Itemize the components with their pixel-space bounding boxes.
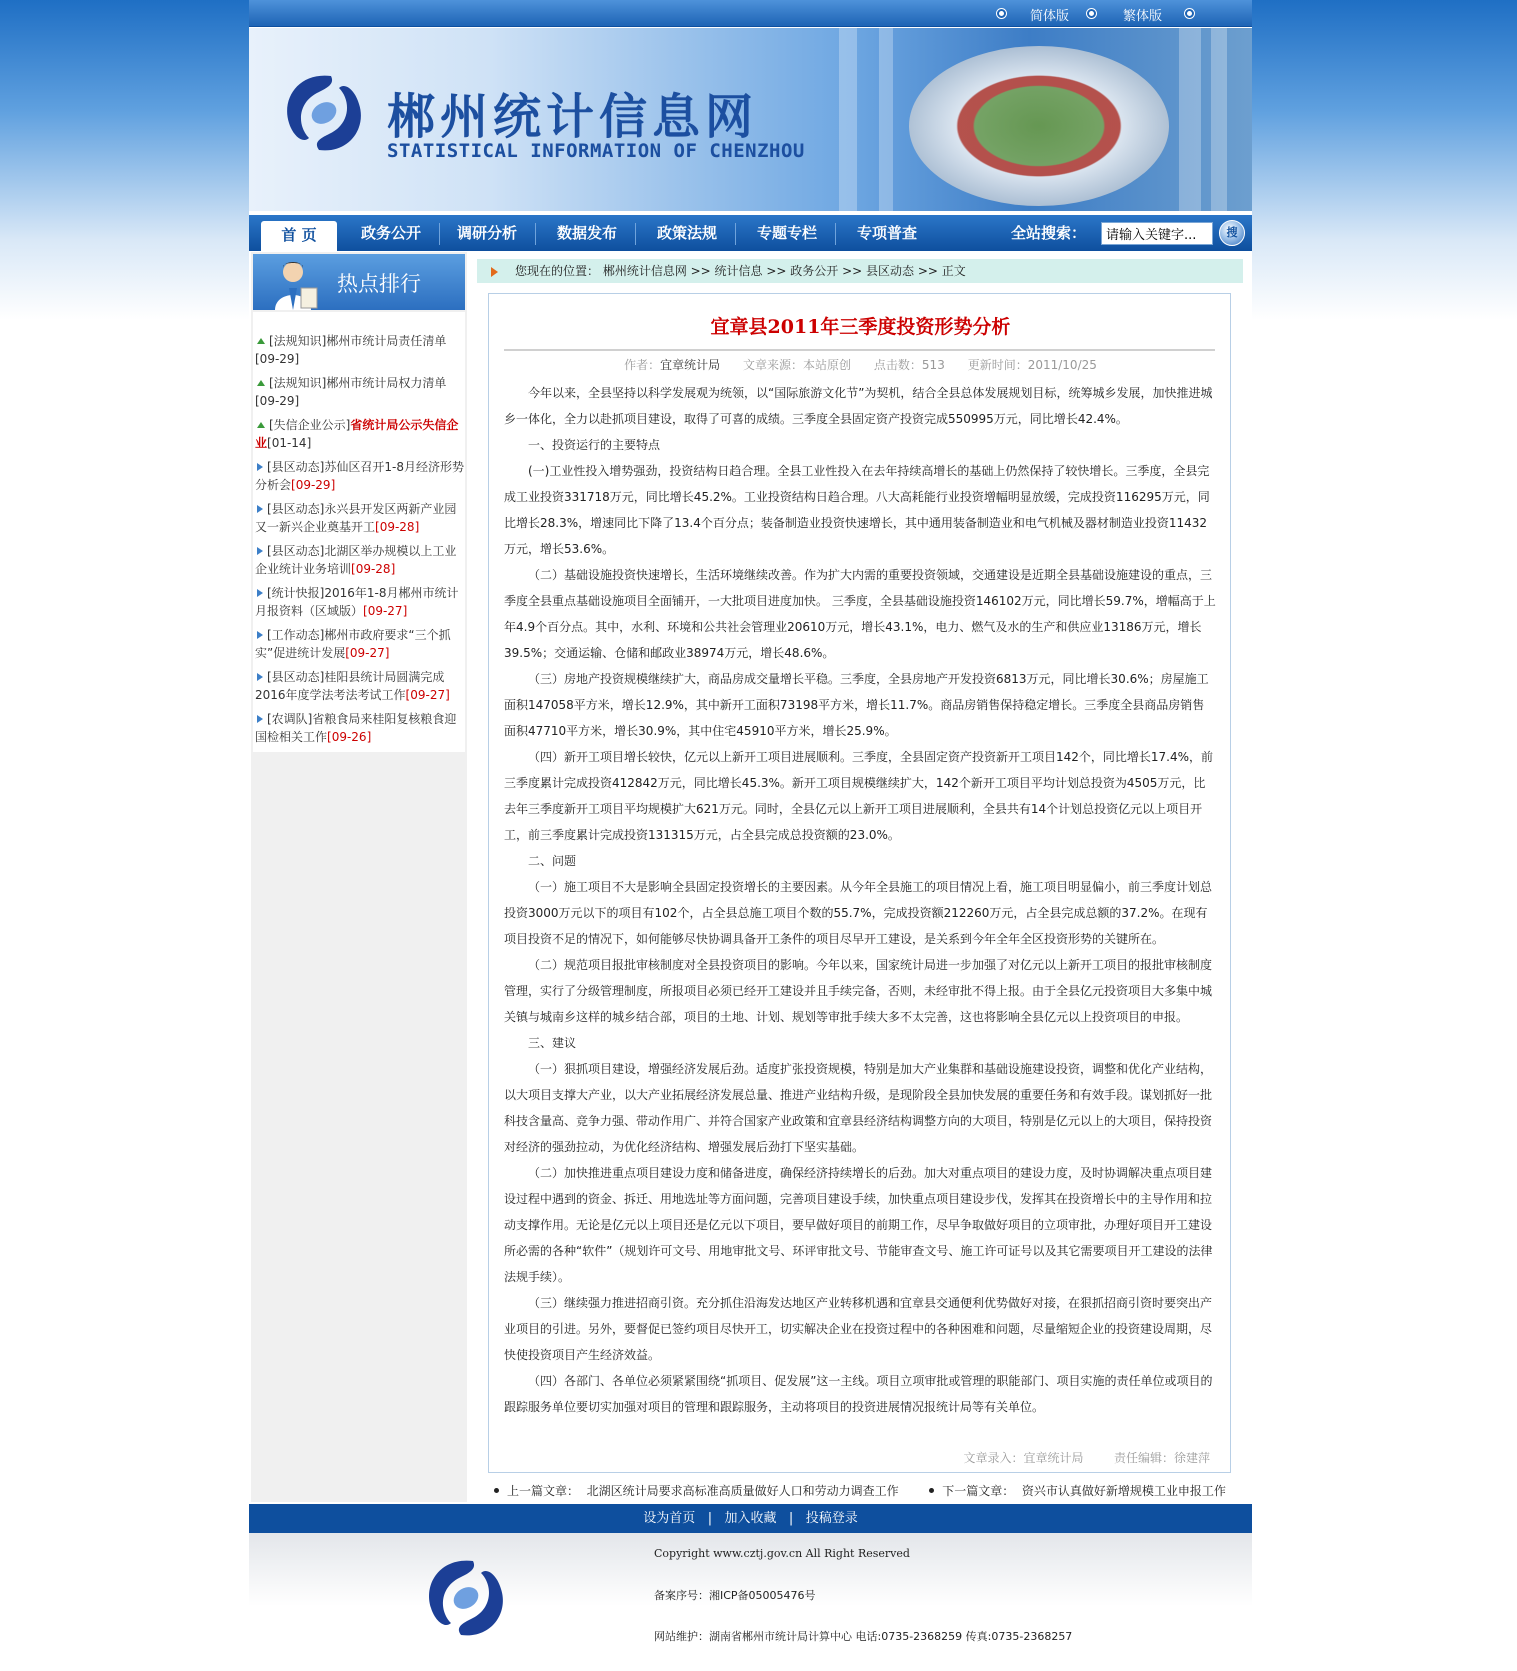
footer-links: 设为首页 | 加入收藏 | 投稿登录	[249, 1504, 1252, 1533]
section-heading: 二、问题	[528, 854, 577, 868]
bullet-icon	[1087, 9, 1096, 18]
list-item[interactable]: [县区动态]北湖区举办规模以上工业企业统计业务培训[09-28]	[255, 544, 457, 576]
prev-article-link[interactable]: 北湖区统计局要求高标准高质量做好人口和劳动力调查工作	[586, 1484, 899, 1498]
article	[488, 293, 1231, 1473]
nav-home[interactable]: 首 页	[261, 221, 337, 251]
right-arrow-icon	[257, 673, 263, 681]
right-arrow-icon	[257, 589, 263, 597]
paragraph: （三）继续强力推进招商引资。充分抓住沿海发达地区产业转移机遇和宜章县交通便利优势做好对接，在狠抓招商引资时要突出产业项目的引进。另外，要督促已签约项目尽快开工，切实解决企业在投资过程中的各种困难和问题，尽量缩短企业的投资建设周期，尽快使投资项目产生经济效益。	[504, 1296, 1213, 1362]
article-meta: 作者：宜章统计局 文章来源：本站原创 点击数：513 更新时间：2011/10/25	[624, 358, 1097, 372]
article-body	[504, 380, 1216, 1420]
nav-policy[interactable]: 政策法规	[656, 224, 717, 242]
prev-next-nav: 上一篇文章： 北湖区统计局要求高标准高质量做好人口和劳动力调查工作 下一篇文章： 资兴市认真做好新增规模工业申报工作	[494, 1482, 1234, 1499]
paragraph: （一）施工项目不大是影响全县固定投资增长的主要因素。从今年全县施工的项目情况上看，施工项目明显偏小，前三季度计划总投资3000万元以下的项目有102个，占全县总施工项目个数的55.7%，完成投资额212260万元，占全县完成总额的37.2%。在现有项目投资不足的情况下，如何能够尽快协调具备开工条件的项目尽早开工建设，是关系到今年全年全区投资形势的关键所在。	[504, 880, 1213, 946]
paragraph: （三）房地产投资规模继续扩大，商品房成交量增长平稳。三季度，全县房地产开发投资6813万元，同比增长30.6%；房屋施工面积147058平方米，增长12.9%，其中新开工面积73198平方米，增长11.7%。商品房销售保持稳定增长。三季度全县商品房销售面积47710平方米，增长30.9%，其中住宅45910平方米，增长25.9%。	[504, 672, 1209, 738]
stadium-image	[909, 46, 1169, 206]
nav-census[interactable]: 专项普查	[856, 224, 917, 242]
list-item[interactable]: [失信企业公示]省统计局公示失信企业[01-14]	[255, 418, 459, 450]
copyright: Copyright www.cztj.gov.cn All Right Reserved	[654, 1547, 910, 1560]
bullet-icon	[1185, 9, 1194, 18]
icp-record: 备案序号：湘ICP备05005476号	[654, 1589, 816, 1602]
nav-government-affairs[interactable]: 政务公开	[360, 224, 421, 242]
arrow-right-icon	[491, 267, 498, 277]
hot-ranking-title: 热点排行	[337, 272, 421, 296]
search-input[interactable]	[1101, 222, 1213, 245]
bullet-icon	[929, 1488, 934, 1493]
hot-ranking-list	[253, 312, 465, 752]
breadcrumb-text[interactable]: 您现在的位置： 郴州统计信息网 >> 统计信息 >> 政务公开 >> 县区动态 >> 正文	[515, 264, 966, 278]
list-item[interactable]: [县区动态]苏仙区召开1-8月经济形势分析会[09-29]	[255, 460, 464, 492]
paragraph: (一)工业性投入增势强劲，投资结构日趋合理。全县工业性投入在去年持续高增长的基础上仍然保持了较快增长。三季度，全县完成工业投资331718万元，同比增长45.2%。工业投资结构日趋合理。八大高耗能行业投资增幅明显放缓，完成投资116295万元，同比增长28.3%，增速同比下降了13.4个百分点；装备制造业投资快速增长，其中通用装备制造业和电气机械及器材制造业投资11432万元，增长53.6%。	[504, 464, 1210, 556]
next-article-link[interactable]: 资兴市认真做好新增规模工业申报工作	[1021, 1484, 1226, 1498]
bullet-icon	[997, 9, 1006, 18]
lang-simplified-link[interactable]: 简体版	[1030, 9, 1070, 24]
right-arrow-icon	[257, 547, 263, 555]
paragraph: （二）加快推进重点项目建设力度和储备进度，确保经济持续增长的后劲。加大对重点项目的建设力度，及时协调解决重点项目建设过程中遇到的资金、拆迁、用地选址等方面问题，完善项目建设手续，加快重点项目建设步伐，发挥其在投资增长中的主导作用和拉动支撑作用。无论是亿元以上项目还是亿元以下项目，要早做好项目的前期工作，尽早争取做好项目的立项审批，办理好项目开工建设所必需的各种“软件”（规划许可文号、用地审批文号、环评审批文号、节能审查文号、施工许可证号以及其它需要项目开工建设的法律法规手续）。	[504, 1166, 1213, 1284]
list-item[interactable]: [农调队]省粮食局来桂阳复核粮食迎国检相关工作[09-26]	[255, 712, 457, 744]
divider	[504, 349, 1215, 351]
add-favorite-link[interactable]: 加入收藏	[724, 1511, 777, 1526]
right-arrow-icon	[257, 505, 263, 513]
list-item[interactable]: [县区动态]桂阳县统计局圆满完成2016年度学法考法考试工作[09-27]	[255, 670, 450, 702]
user-avatar-icon	[271, 258, 321, 310]
list-item[interactable]: [工作动态]郴州市政府要求“三个抓实”促进统计发展[09-27]	[255, 628, 451, 660]
nav-research[interactable]: 调研分析	[456, 224, 517, 242]
main-nav	[249, 215, 1252, 251]
up-arrow-icon	[257, 338, 265, 344]
article-title: 宜章县2011年三季度投资形势分析	[710, 316, 1011, 338]
up-arrow-icon	[257, 422, 265, 428]
paragraph: 今年以来，全县坚持以科学发展观为统领，以“国际旅游文化节”为契机，结合全县总体发展规划目标，统筹城乡发展，加快推进城乡一体化，全力以赴抓项目建设，取得了可喜的成绩。三季度全县固定资产投资完成550995万元，同比增长42.4%。	[504, 386, 1213, 426]
site-logo-icon	[279, 68, 369, 158]
list-item[interactable]: [统计快报]2016年1-8月郴州市统计月报资料（区域版）[09-27]	[255, 586, 459, 618]
article-footer	[963, 1449, 1210, 1466]
footer-logo-icon	[421, 1553, 511, 1643]
breadcrumb	[477, 259, 1243, 283]
section-heading: 三、建议	[528, 1036, 577, 1050]
footer	[249, 1533, 1252, 1655]
list-item[interactable]: [县区动态]永兴县开发区两新产业园又一新兴企业奠基开工[09-28]	[255, 502, 457, 534]
paragraph: （二）规范项目报批审核制度对全县投资项目的影响。今年以来，国家统计局进一步加强了对亿元以上新开工项目的报批审核制度管理，实行了分级管理制度，所报项目必须已经开工建设并且手续完备，否则，未经审批不得上报。由于全县亿元投资项目大多集中城关镇与城南乡这样的城乡结合部，项目的土地、计划、规划等审批手续大多不太完善，这也将影响全县亿元以上投资项目的申报。	[504, 958, 1213, 1024]
paragraph: （四）新开工项目增长较快，亿元以上新开工项目进展顺利。三季度，全县固定资产投资新开工项目142个，同比增长17.4%，前三季度累计完成投资412842万元，同比增长45.3%。新开工项目规模继续扩大，142个新开工项目平均计划总投资为4505万元，比去年三季度新开工项目平均规模扩大621万元。同时，全县亿元以上新开工项目进展顺利，全县共有14个计划总投资亿元以上项目开工，前三季度累计完成投资131315万元，占全县完成总投资额的23.0%。	[504, 750, 1214, 842]
right-arrow-icon	[257, 463, 263, 471]
paragraph: （四）各部门、各单位必须紧紧围绕“抓项目、促发展”这一主线。项目立项审批或管理的职能部门、项目实施的责任单位或项目的跟踪服务单位要切实加强对项目的管理和跟踪服务，主动将项目的投资进展情况报统计局等有关单位。	[504, 1374, 1213, 1414]
search-button[interactable]: 搜	[1219, 220, 1245, 246]
entry-by: 文章录入：宜章统计局	[963, 1451, 1084, 1465]
submit-login-link[interactable]: 投稿登录	[805, 1511, 858, 1526]
hot-ranking-header	[253, 254, 465, 310]
nav-data-release[interactable]: 数据发布	[556, 224, 617, 242]
list-item[interactable]: [法规知识]郴州市统计局责任清单 [09-29]	[255, 334, 447, 366]
lang-traditional-link[interactable]: 繁体版	[1123, 9, 1163, 24]
list-item[interactable]: [法规知识]郴州市统计局权力清单 [09-29]	[255, 376, 447, 408]
up-arrow-icon	[257, 380, 265, 386]
set-homepage-link[interactable]: 设为首页	[643, 1511, 696, 1526]
search-label: 全站搜索：	[1011, 224, 1087, 242]
bullet-icon	[494, 1488, 499, 1493]
banner	[249, 28, 1252, 211]
site-title: 郴州统计信息网	[387, 89, 759, 145]
editor: 责任编辑：徐建萍	[1113, 1451, 1210, 1465]
language-bar	[249, 0, 1252, 27]
page-frame	[249, 0, 1252, 1655]
paragraph: （二）基础设施投资快速增长，生活环境继续改善。作为扩大内需的重要投资领域，交通建设是近期全县基础设施建设的重点，三季度全县重点基础设施项目全面铺开，一大批项目进度加快。 三季度，全县基础设施投资146102万元，同比增长59.7%，增幅高于上年4.9个百分点。其中，水利、环境和公共社会管理业20610万元，增长43.1%，电力、燃气及水的生产和供应业13186万元，增长39.5%；交通运输、仓储和邮政业38974万元，增长48.6%。	[504, 568, 1216, 660]
paragraph: （一）狠抓项目建设，增强经济发展后劲。适度扩张投资规模，特别是加大产业集群和基础设施建设投资，调整和优化产业结构，以大项目支撑大产业，以大产业拓展经济发展总量、推进产业结构升级，是现阶段全县加快发展的重要任务和有效手段。谋划抓好一批科技含量高、竞争力强、带动作用广、并符合国家产业政策和宜章县经济结构调整方向的大项目，特别是亿元以上的大项目，保持投资对经济的强劲拉动，为优化经济结构、增强发展后劲打下坚实基础。	[504, 1062, 1213, 1154]
sidebar	[251, 252, 467, 1502]
nav-special-column[interactable]: 专题专栏	[756, 224, 817, 242]
site-maintenance: 网站维护：湖南省郴州市统计局计算中心 电话:0735-2368259 传真:0735-2368257	[654, 1630, 1073, 1643]
right-arrow-icon	[257, 631, 263, 639]
site-subtitle: STATISTICAL INFORMATION OF CHENZHOU	[387, 140, 805, 162]
right-arrow-icon	[257, 715, 263, 723]
section-heading: 一、投资运行的主要特点	[528, 438, 661, 452]
